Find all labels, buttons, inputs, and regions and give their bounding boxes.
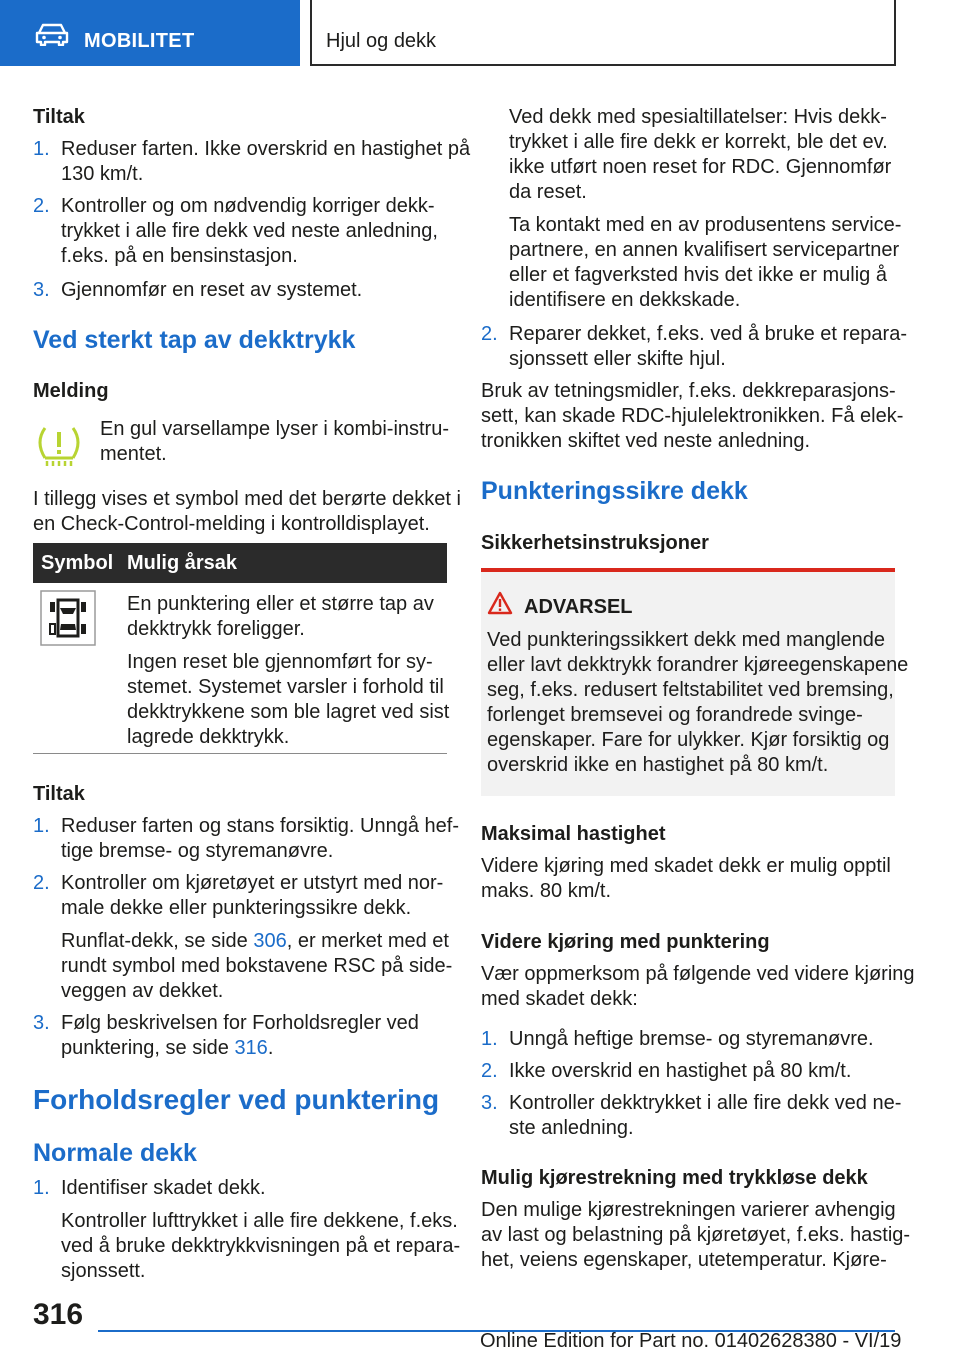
text-run: , er merket med et [286,930,449,952]
list-item-text: trykket i alle fire dekk ved neste anledning, [61,220,438,242]
list-item-text: sjonssett eller skifte hjul. [509,348,726,370]
warning-text: seg, f.eks. redusert feltstabilitet ved bremsing, [487,679,894,701]
warning-text: overskrid ikke en hastighet på 80 km/t. [487,754,829,776]
warning-text: egenskaper. Fare for ulykker. Kjør forsiktig og [487,729,890,751]
body-text: I tillegg vises et symbol med det berørte dekket i [33,488,461,510]
list-item-text: trykket i alle fire dekk er korrekt, ble det ev. [509,131,888,153]
list-number: 3. [481,1092,498,1114]
list-number: 1. [33,815,50,837]
list-item-text: Kontroller om kjøretøyet er utstyrt med nor- [61,872,444,894]
list-item-text: Følg beskrivelsen for Forholdsregler ved [61,1012,419,1034]
list-item-text: da reset. [509,181,587,203]
list-item-text: 130 km/t. [61,163,144,185]
list-item-text: partnere, en annen kvalifisert servicepartner [509,239,900,261]
subsection-heading: Maksimal hastighet [481,823,666,845]
melding-text: mentet. [100,443,167,465]
list-item-text: identifisere en dekkskade. [509,289,741,311]
list-item-text: tige bremse- og styremanøvre. [61,840,334,862]
list-item-text: Kontroller dekktrykket i alle fire dekk ved ne- [509,1092,902,1114]
list-item-text: veggen av dekket. [61,980,224,1002]
list-item-text: male dekke eller punkteringssikre dekk. [61,897,412,919]
table-divider [33,753,447,754]
list-item-text: ste anledning. [509,1117,634,1139]
list-number: 1. [481,1028,498,1050]
table-cell-text: dekktrykk foreligger. [127,618,305,640]
warning-text: eller lavt dekktrykk forandrer kjøreegenskapene [487,654,909,676]
melding-text: En gul varsellampe lyser i kombi-instru- [100,418,450,440]
section-heading: Ved sterkt tap av dekktrykk [33,326,356,354]
list-number: 3. [33,1012,50,1034]
list-item-text: Ved dekk med spesialtillatelser: Hvis dekk- [509,106,887,128]
column-header-symbol: Symbol [41,552,114,574]
body-text: tronikken skiftet ved neste anledning. [481,430,811,452]
tiltak-heading: Tiltak [33,106,85,128]
list-number: 2. [481,323,498,345]
tiltak-heading: Tiltak [33,783,85,805]
list-item-text: f.eks. på en bensinstasjon. [61,245,298,267]
list-item-text [61,1035,273,1061]
list-number: 2. [33,195,50,217]
list-number: 1. [33,1177,50,1199]
footer-edition: Online Edition for Part no. 01402628380 - VI/19 [480,1330,902,1352]
warning-text: forlenget bremsevei og forandrede svinge- [487,704,863,726]
section-heading: Punkteringssikre dekk [481,477,748,505]
body-text: Videre kjøring med skadet dekk er mulig opptil [481,855,891,877]
body-text: Vær oppmerksom på følgende ved videre kjøring [481,963,915,985]
column-header-cause: Mulig årsak [127,552,238,574]
table-cell-text: dekktrykkene som ble lagret ved sist [127,701,450,723]
list-item-text: Kontroller og om nødvendig korriger dekk- [61,195,435,217]
subsection-heading: Videre kjøring med punktering [481,931,770,953]
text-run: Runflat-dekk, se side [61,930,254,952]
list-item-text: eller et fagverksted hvis det ikke er mulig å [509,264,887,286]
list-item-text: Ta kontakt med en av produsentens service- [509,214,902,236]
list-item-text: Unngå heftige bremse- og styremanøvre. [509,1028,874,1050]
list-number: 1. [33,138,50,160]
list-item-text: Reduser farten. Ikke overskrid en hastighet på [61,138,471,160]
page-link-316[interactable]: 316 [234,1037,268,1059]
car-tire-symbol-icon [40,590,96,646]
subsection-heading: Sikkerhetsinstruksjoner [481,532,709,554]
table-cell-text: En punktering eller et større tap av [127,593,434,615]
list-item-text: rundt symbol med bokstavene RSC på side- [61,955,453,977]
list-item-text: Gjennomfør en reset av systemet. [61,279,363,301]
list-item-text: ikke utført noen reset for RDC. Gjennomfør [509,156,892,178]
list-item-text: ved å bruke dekktrykkvisningen på et repara- [61,1235,461,1257]
text-run: punktering, se side [61,1037,235,1059]
list-item-text: Reparer dekket, f.eks. ved å bruke et repara- [509,323,907,345]
list-number: 2. [33,872,50,894]
table-cell-text: lagrede dekktrykk. [127,726,290,748]
body-text: Den mulige kjørestrekningen varierer avhengig [481,1199,896,1221]
chapter-heading: Forholdsregler ved punktering [33,1084,440,1115]
chapter-title: Hjul og dekk [326,30,437,52]
list-item-text [61,928,449,954]
list-item-text: Reduser farten og stans forsiktig. Unngå hef- [61,815,459,837]
subsection-heading: Mulig kjørestrekning med trykkløse dekk [481,1167,868,1189]
warning-text: Ved punkteringssikkert dekk med manglende [487,629,886,651]
list-item-text: Identifiser skadet dekk. [61,1177,266,1199]
body-text: en Check-Control-melding i kontrolldisplayet. [33,513,430,535]
list-item-text: sjonssett. [61,1260,146,1282]
body-text: het, veiens egenskaper, utetemperatur. Kjøre- [481,1249,887,1271]
text-run: . [267,1037,274,1059]
list-number: 2. [481,1060,498,1082]
list-item-text: Kontroller lufttrykket i alle fire dekkene, f.eks. [61,1210,458,1232]
page-link-306[interactable]: 306 [253,930,287,952]
page-number: 316 [33,1298,84,1331]
car-icon [34,22,70,46]
table-cell-text: Ingen reset ble gjennomført for sy- [127,651,433,673]
list-item-text: Ikke overskrid en hastighet på 80 km/t. [509,1060,852,1082]
body-text: sett, kan skade RDC-hjulelektronikken. Få elek- [481,405,904,427]
tire-pressure-warning-icon [33,424,85,470]
section-label: MOBILITET [84,30,195,52]
warning-title: ADVARSEL [524,596,633,618]
body-text: av last og belastning på kjøretøyet, f.eks. hastig- [481,1224,911,1246]
warning-triangle-icon [487,591,513,615]
melding-heading: Melding [33,380,109,402]
body-text: Bruk av tetningsmidler, f.eks. dekkreparasjons- [481,380,896,402]
section-heading: Normale dekk [33,1139,197,1167]
body-text: maks. 80 km/t. [481,880,612,902]
body-text: med skadet dekk: [481,988,638,1010]
list-number: 3. [33,279,50,301]
table-cell-text: stemet. Systemet varsler i forhold til [127,676,444,698]
